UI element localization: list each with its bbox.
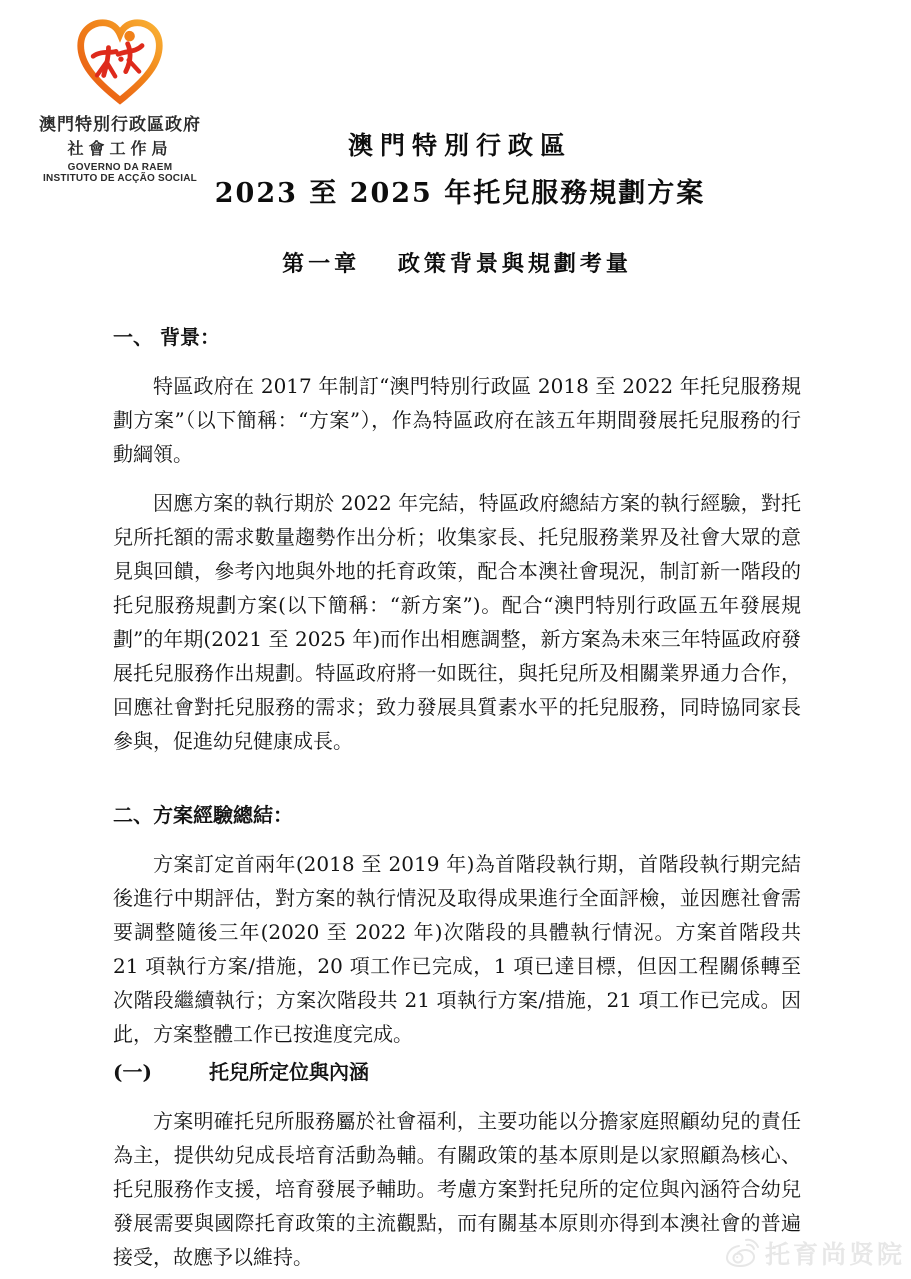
agency-logo-block bbox=[28, 16, 212, 184]
section-background-heading: 一、 背景： bbox=[113, 325, 220, 349]
chapter-heading: 第一章 政策背景與規劃考量 bbox=[282, 251, 632, 277]
section-background-paragraph-2: 因應方案的執行期於 2022 年完結，特區政府總結方案的執行經驗，對托兒所托額的需求數量趨勢作出分析；收集家長、托兒服務業界及社會大眾的意見與回饋，參考內地與外地的托育政策，配合本澳社會現況，制訂新一階段的托兒服務規劃方案(以下簡稱：“新方案”)。配合“澳門特別行政區五年發展規劃”的年期(2021 至 2025 年)而作出相應調整，新方案為未來三年特區政府發展托兒服務作出規劃。特區政府將一如既往，與托兒所及相關業界通力合作，回應社會對托兒服務的需求；致力發展具質素水平的托兒服務，同時協同家長參與，促進幼兒健康成長。 bbox=[113, 491, 801, 753]
logo-org-name-zh: 澳門特別行政區政府 bbox=[39, 115, 201, 134]
weibo-icon bbox=[725, 1238, 759, 1268]
subsection-number: (一) bbox=[113, 1060, 152, 1084]
watermark bbox=[725, 1235, 905, 1271]
subsection-title: 托兒所定位與內涵 bbox=[209, 1060, 369, 1084]
logo-dept-name-pt: INSTITUTO DE ACÇÃO SOCIAL bbox=[43, 173, 197, 184]
heart-logo-icon bbox=[72, 16, 168, 108]
watermark-text: 托育尚贤院 bbox=[764, 1241, 905, 1269]
section-background-paragraph-1: 特區政府在 2017 年制訂“澳門特別行政區 2018 至 2022 年托兒服務規劃方案”（以下簡稱：“方案”），作為特區政府在該五年期間發展托兒服務的行動綱領。 bbox=[113, 374, 801, 466]
document-title bbox=[190, 126, 730, 210]
logo-dept-name-zh: 社會工作局 bbox=[67, 141, 173, 158]
logo-org-name-pt: GOVERNO DA RAEM bbox=[67, 162, 173, 173]
document-title-line1: 澳門特別行政區 bbox=[347, 131, 572, 160]
section-summary-paragraph-1: 方案訂定首兩年(2018 至 2019 年)為首階段執行期，首階段執行期完結後進行中期評估，對方案的執行情況及取得成果進行全面評檢，並因應社會需要調整隨後三年(2020 至 2022 年)次階段的具體執行情況。方案首階段共 21 項執行方案/措施，20 項工作已完成，1 項已達目標，但因工程關係轉至次階段繼續執行；方案次階段共 21 項執行方案/措施，21 項工作已完成。因此，方案整體工作已按進度完成。 bbox=[113, 852, 801, 1046]
document-body bbox=[113, 320, 801, 1274]
subsection-positioning-paragraph-1: 方案明確托兒所服務屬於社會福利，主要功能以分擔家庭照顧幼兒的責任為主，提供幼兒成長培育活動為輔。有關政策的基本原則是以家照顧為核心、托兒服務作支援，培育發展予輔助。考慮方案對托兒所的定位與內涵符合幼兒發展需要與國際托育政策的主流觀點，而有關基本原則亦得到本澳社會的普遍接受，故應予以維持。 bbox=[113, 1109, 801, 1269]
subsection-positioning-heading bbox=[113, 1055, 801, 1089]
document-title-line2: 2023 至 2025 年托兒服務規劃方案 bbox=[214, 178, 706, 209]
section-summary-heading: 二、方案經驗總結： bbox=[113, 803, 293, 827]
